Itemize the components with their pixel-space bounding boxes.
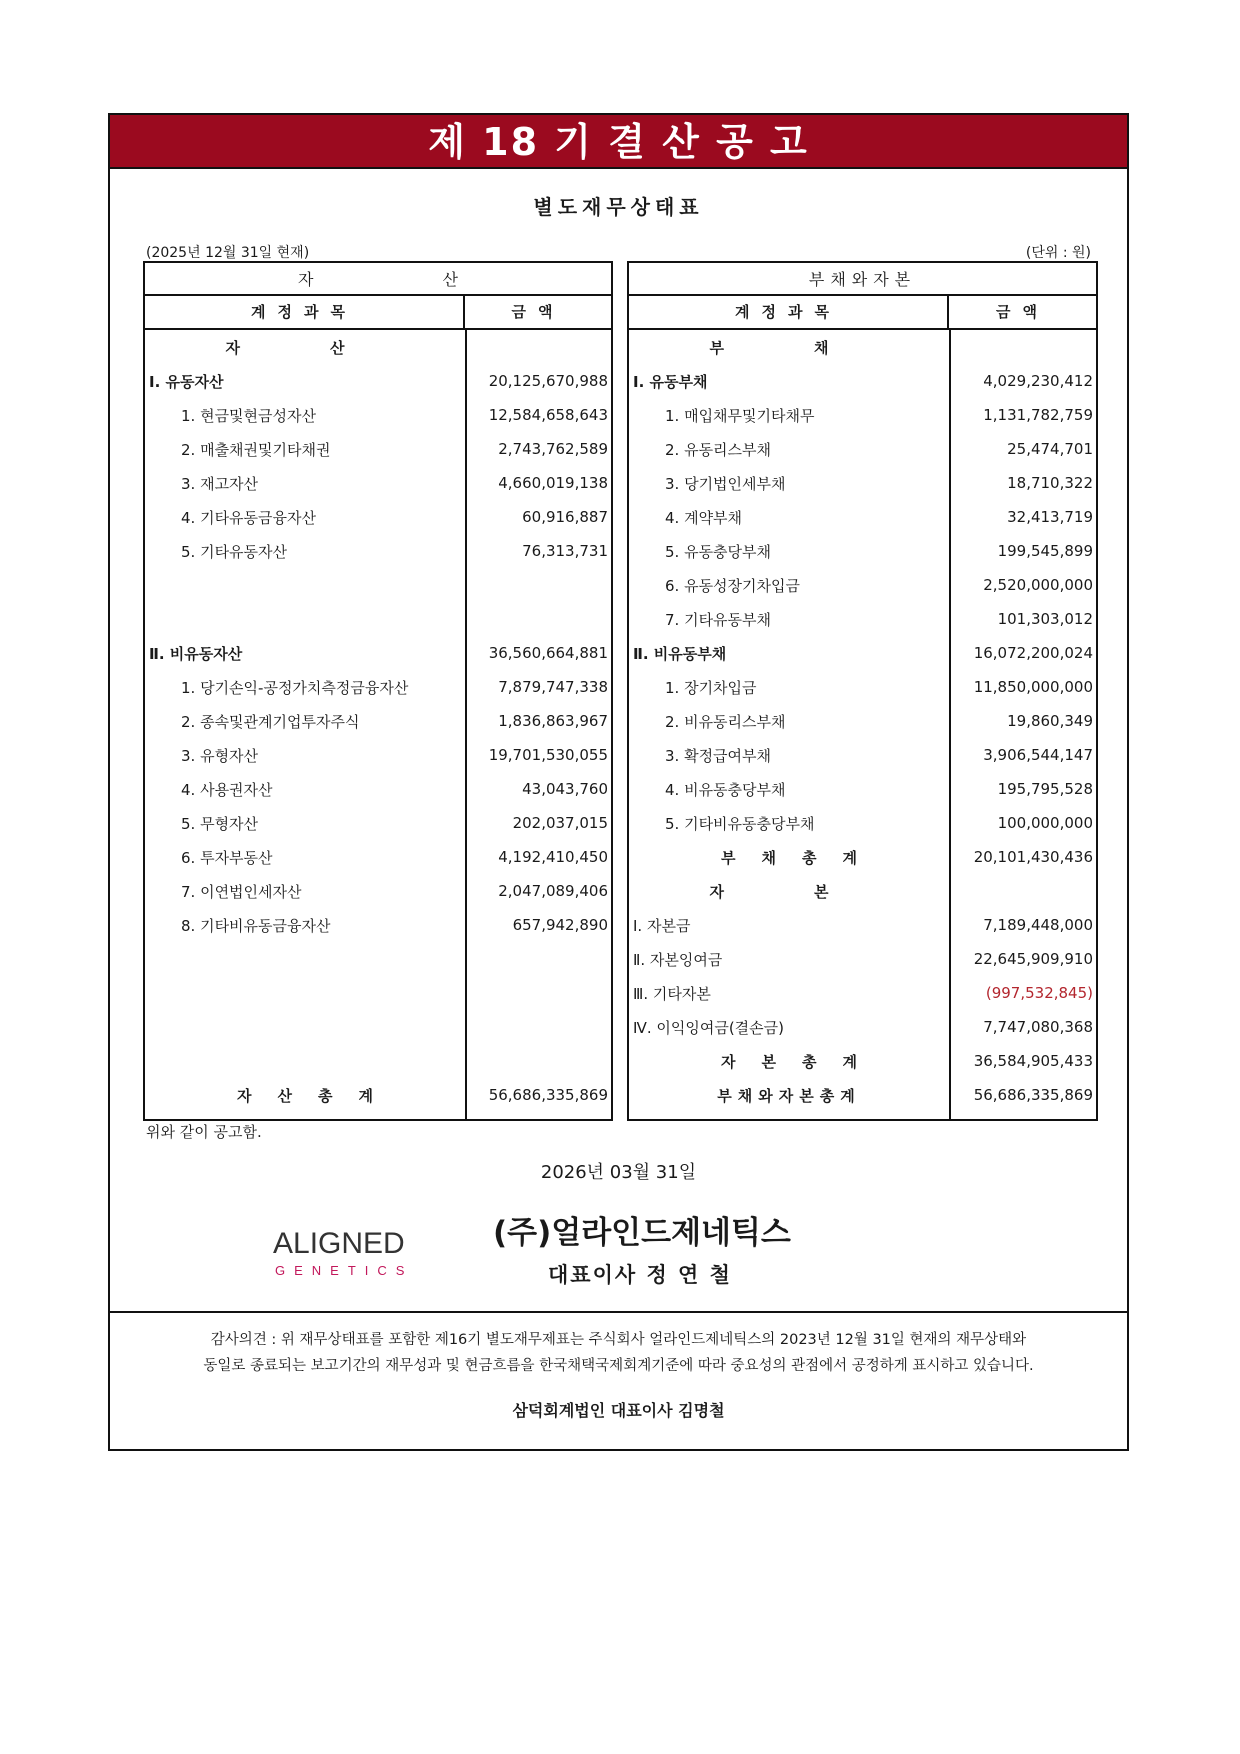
table-row: 1. 매입채무및기타채무 1,131,782,759 (665, 406, 1093, 425)
assets-body (145, 330, 611, 1119)
liabilities-column-header (629, 296, 1096, 330)
unit-note: (단위 : 원) (1025, 245, 1091, 261)
table-row: 4. 비유동충당부채 195,795,528 (665, 780, 1093, 799)
table-row: Ⅳ. 이익잉여금(결손금) 7,747,080,368 (633, 1018, 1093, 1037)
table-row: Ⅲ. 기타자본 (997,532,845) (629, 976, 1096, 1010)
table-row: 3. 재고자산 4,660,019,138 (181, 474, 608, 493)
table-row: 5. 기타유동자산 76,313,731 (181, 542, 608, 561)
table-row: 5. 무형자산 202,037,015 (181, 814, 608, 833)
table-row: 1. 장기차입금 11,850,000,000 (665, 678, 1093, 697)
table-row: Ⅰ. 유동부채 4,029,230,412 (633, 372, 1093, 391)
assets-heading: 자 산 (145, 263, 611, 296)
aligned-genetics-logo (273, 1221, 433, 1281)
total-assets-row: 자산총계 56,686,335,869 (237, 1086, 608, 1105)
total-equity-row: 자본총계 36,584,905,433 (721, 1052, 1093, 1071)
table-row: 4. 계약부채 32,413,719 (665, 508, 1093, 527)
table-row: 8. 기타비유동금융자산 657,942,890 (181, 916, 608, 935)
statement-title: 별도재무상태표 (533, 195, 704, 219)
total-liabilities-row: 부채총계 20,101,430,436 (721, 848, 1093, 867)
table-row: Ⅰ. 자본금 7,189,448,000 (633, 916, 1093, 935)
table-row: 3. 당기법인세부채 18,710,322 (665, 474, 1093, 493)
assets-table (143, 261, 613, 1121)
liabilities-body (629, 330, 1096, 1119)
audit-opinion-line: 감사의견 : 위 재무상태표를 포함한 제16기 별도재무제표는 주식회사 얼라인드제네틱스의 2023년 12월 31일 현재의 재무상태와 (210, 1332, 1027, 1348)
liabilities-equity-heading: 부채와자본 (629, 263, 1096, 296)
table-row: Ⅱ. 비유동부채 16,072,200,024 (633, 644, 1093, 663)
table-row: 6. 유동성장기차입금 2,520,000,000 (665, 576, 1093, 595)
section-label-assets: 자산 (225, 338, 435, 357)
company-name: (주)얼라인드제네틱스 (493, 1215, 791, 1251)
svg-text:GENETICS: GENETICS (275, 1263, 414, 1278)
announcement-title: 제 18 기 결 산 공 고 (110, 115, 1127, 169)
table-row: 1. 현금및현금성자산 12,584,658,643 (181, 406, 608, 425)
announcement-text: 위와 같이 공고함. (146, 1123, 262, 1141)
svg-text:ALIGNED: ALIGNED (273, 1227, 405, 1260)
audit-opinion (130, 1327, 1107, 1379)
table-row: 2. 유동리스부채 25,474,701 (665, 440, 1093, 459)
negative-amount: (997,532,845) (985, 984, 1093, 1002)
table-row: 1. 당기손익-공정가치측정금융자산 7,879,747,338 (181, 678, 608, 697)
account-column-header: 계정과목 (145, 296, 465, 328)
ceo-name: 대표이사 정 연 철 (548, 1263, 732, 1287)
table-row: 6. 투자부동산 4,192,410,450 (181, 848, 608, 867)
section-label-liabilities: 부채 (709, 338, 919, 357)
liabilities-equity-table (627, 261, 1098, 1121)
publication-date: 2026년 03월 31일 (540, 1162, 697, 1183)
table-row: Ⅱ. 비유동자산 36,560,664,881 (149, 644, 608, 663)
table-row: 4. 기타유동금융자산 60,916,887 (181, 508, 608, 527)
table-row: 7. 기타유동부채 101,303,012 (665, 610, 1093, 629)
assets-column-header (145, 296, 611, 330)
total-liabilities-equity-row: 부채와자본총계 56,686,335,869 (717, 1086, 1093, 1105)
section-label-equity: 자본 (709, 882, 919, 901)
divider (110, 1311, 1127, 1313)
table-row: 3. 확정급여부채 3,906,544,147 (665, 746, 1093, 765)
table-row: 2. 매출채권및기타채권 2,743,762,589 (181, 440, 608, 459)
table-row: 5. 기타비유동충당부채 100,000,000 (665, 814, 1093, 833)
amount-column-header: 금액 (511, 303, 565, 321)
table-row: Ⅱ. 자본잉여금 22,645,909,910 (633, 950, 1093, 969)
announcement-frame (108, 113, 1129, 1451)
table-row: 2. 비유동리스부채 19,860,349 (665, 712, 1093, 731)
table-row: 7. 이연법인세자산 2,047,089,406 (181, 882, 608, 901)
table-row: Ⅰ. 유동자산 20,125,670,988 (149, 372, 608, 391)
account-column-header: 계정과목 (629, 296, 949, 328)
table-row: 3. 유형자산 19,701,530,055 (181, 746, 608, 765)
auditor-name: 삼덕회계법인 대표이사 김명철 (512, 1401, 725, 1420)
table-row: 5. 유동충당부채 199,545,899 (665, 542, 1093, 561)
amount-column-header: 금액 (996, 303, 1049, 321)
date-note: (2025년 12월 31일 현재) (146, 245, 310, 261)
table-row: 4. 사용권자산 43,043,760 (181, 780, 608, 799)
table-row: 2. 종속및관계기업투자주식 1,836,863,967 (181, 712, 608, 731)
audit-opinion-line: 동일로 종료되는 보고기간의 재무성과 및 현금흐름을 한국채택국제회계기준에 따라 중요성의 관점에서 공정하게 표시하고 있습니다. (203, 1358, 1034, 1374)
